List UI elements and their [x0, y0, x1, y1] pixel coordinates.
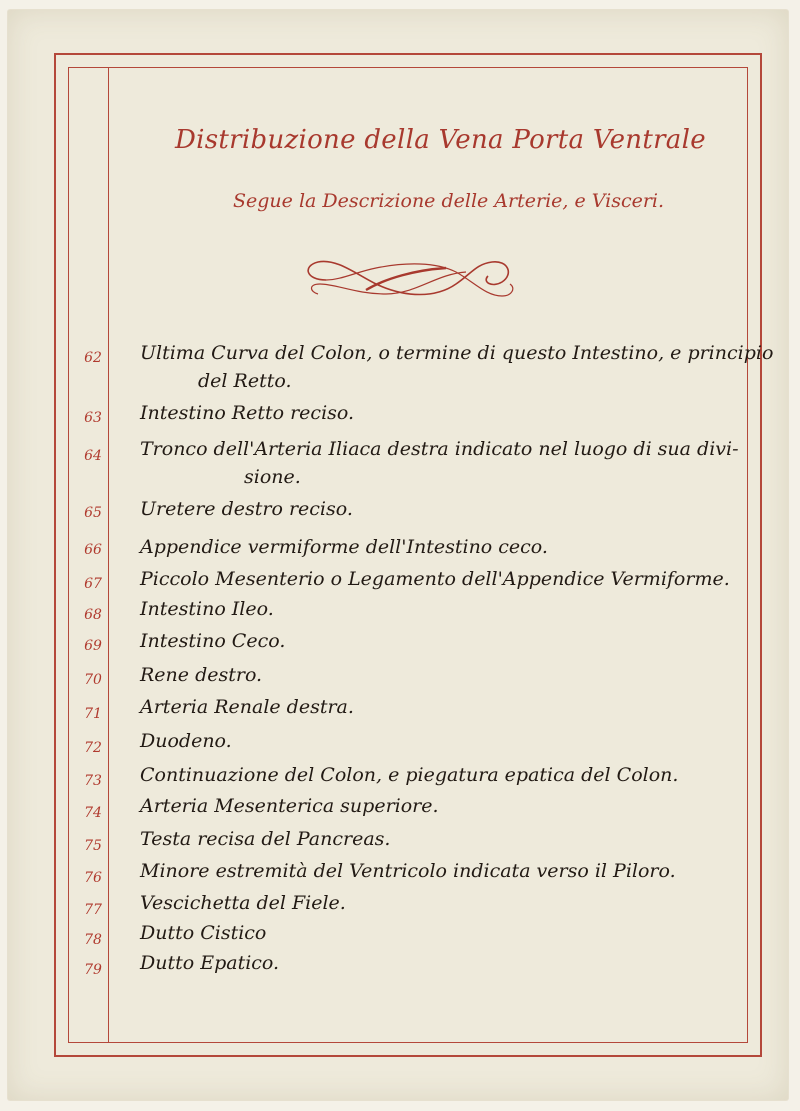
entry-number: 73	[84, 773, 102, 789]
entry-text: Ultima Curva del Colon, o termine di questo Intestino, e principio	[140, 342, 774, 364]
entry-continuation: sione.	[244, 466, 301, 488]
entry-text: Vescichetta del Fiele.	[140, 892, 346, 914]
entry-text: Intestino Ceco.	[140, 630, 286, 652]
entry-number: 70	[84, 672, 102, 688]
entry-number: 75	[84, 838, 102, 854]
entry-text: Continuazione del Colon, e piegatura epatica del Colon.	[140, 764, 679, 786]
entry-number: 66	[84, 542, 102, 558]
entry-number: 69	[84, 638, 102, 654]
entry-text: Tronco dell'Arteria Iliaca destra indicato nel luogo di sua divi-	[140, 438, 739, 460]
entry-number: 79	[84, 962, 102, 978]
page-subtitle: Segue la Descrizione delle Arterie, e Visceri.	[233, 190, 665, 212]
entry-text: Intestino Retto reciso.	[140, 402, 355, 424]
entry-text: Testa recisa del Pancreas.	[140, 828, 391, 850]
entry-number: 72	[84, 740, 102, 756]
entry-number: 63	[84, 410, 102, 426]
entry-number: 64	[84, 448, 102, 464]
entry-text: Minore estremità del Ventricolo indicata verso il Piloro.	[140, 860, 676, 882]
entry-text: Arteria Mesenterica superiore.	[140, 795, 439, 817]
entry-text: Uretere destro reciso.	[140, 498, 353, 520]
entry-text: Appendice vermiforme dell'Intestino ceco.	[140, 536, 548, 558]
entry-text: Piccolo Mesenterio o Legamento dell'Appendice Vermiforme.	[140, 568, 730, 590]
entry-number: 78	[84, 932, 102, 948]
entry-continuation: del Retto.	[198, 370, 292, 392]
entry-number: 62	[84, 350, 102, 366]
entry-number: 65	[84, 505, 102, 521]
entry-text: Duodeno.	[140, 730, 232, 752]
entry-text: Intestino Ileo.	[140, 598, 274, 620]
entry-text: Dutto Cistico	[140, 922, 267, 944]
entry-text: Arteria Renale destra.	[140, 696, 354, 718]
entry-number: 71	[84, 706, 102, 722]
entry-number: 76	[84, 870, 102, 886]
entry-text: Rene destro.	[140, 664, 263, 686]
entry-text: Dutto Epatico.	[140, 952, 280, 974]
entry-number: 74	[84, 805, 102, 821]
entry-number: 68	[84, 607, 102, 623]
entry-number: 67	[84, 576, 102, 592]
entry-number: 77	[84, 902, 102, 918]
page-title: Distribuzione della Vena Porta Ventrale	[175, 125, 706, 155]
